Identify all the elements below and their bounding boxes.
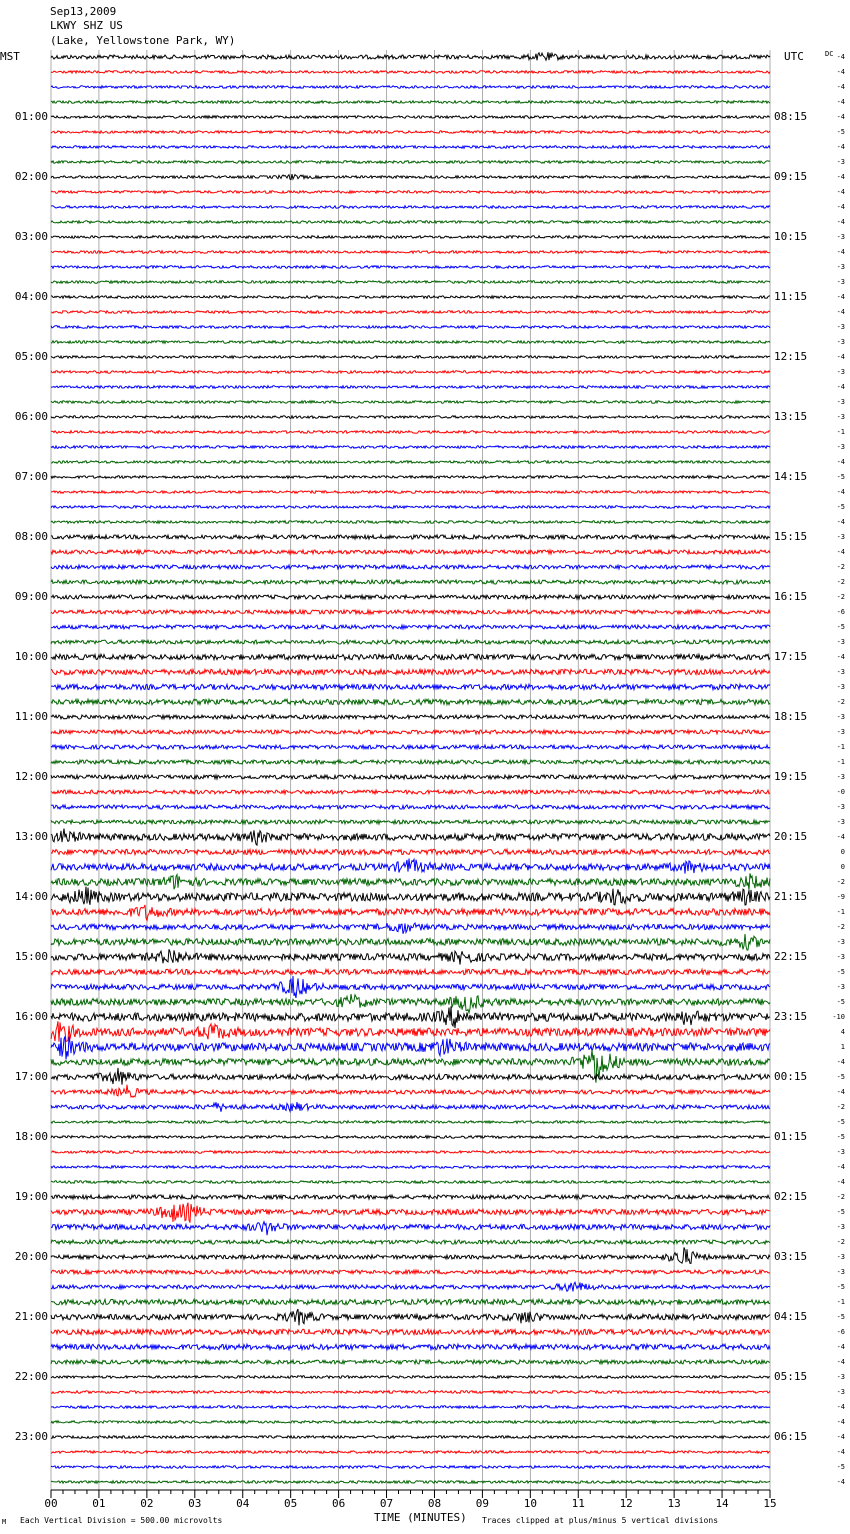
seismic-trace xyxy=(51,266,770,269)
mst-hour-label: 11:00 xyxy=(14,710,48,723)
mst-hour-label: 08:00 xyxy=(14,530,48,543)
dc-offset-value: -4 xyxy=(836,83,845,91)
dc-offset-value: -9 xyxy=(836,893,845,901)
dc-offset-value: -3 xyxy=(836,728,845,736)
seismic-trace xyxy=(51,640,770,644)
seismic-trace xyxy=(51,820,770,824)
seismic-trace xyxy=(51,1360,770,1364)
dc-offset-value: -5 xyxy=(836,473,845,481)
x-tick-label: 02 xyxy=(140,1497,154,1510)
utc-hour-label: 23:15 xyxy=(774,1010,808,1023)
x-tick-label: 12 xyxy=(619,1497,633,1510)
seismic-trace xyxy=(51,1344,770,1349)
mst-hour-label: 06:00 xyxy=(14,410,48,423)
seismic-trace xyxy=(51,829,770,846)
seismic-trace xyxy=(51,1240,770,1244)
dc-offset-value: -2 xyxy=(836,578,845,586)
seismic-trace xyxy=(51,206,770,209)
dc-offset-value: -3 xyxy=(836,233,845,241)
mst-hour-label: 21:00 xyxy=(14,1310,48,1323)
dc-offset-value: -4 xyxy=(836,548,845,556)
seismic-trace xyxy=(51,446,770,449)
dc-offset-value: -3 xyxy=(836,443,845,451)
seismic-trace xyxy=(51,326,770,329)
seismic-trace xyxy=(51,161,770,164)
dc-offset-value: -1 xyxy=(836,758,845,766)
dc-offset-value: -5 xyxy=(836,1133,845,1141)
seismic-trace xyxy=(51,1391,770,1394)
mst-hour-label: 05:00 xyxy=(14,350,48,363)
mst-hour-label: 20:00 xyxy=(14,1250,48,1263)
dc-offset-value: -5 xyxy=(836,1073,845,1081)
seismic-trace xyxy=(51,949,770,964)
dc-offset-value: -4 xyxy=(836,458,845,466)
seismic-trace xyxy=(51,873,770,890)
seismic-trace xyxy=(51,849,770,854)
x-tick-label: 07 xyxy=(379,1497,394,1510)
seismic-trace xyxy=(51,1021,770,1041)
dc-offset-value: -3 xyxy=(836,938,845,946)
dc-offset-value: -4 xyxy=(836,113,845,121)
mst-hour-label: 23:00 xyxy=(14,1430,48,1443)
dc-offset-value: -4 xyxy=(836,173,845,181)
seismic-trace xyxy=(51,1466,770,1469)
dc-offset-value: -4 xyxy=(836,833,845,841)
x-tick-label: 14 xyxy=(715,1497,729,1510)
seismic-trace xyxy=(51,760,770,764)
dc-offset-value: -4 xyxy=(836,488,845,496)
seismic-trace xyxy=(51,669,770,674)
dc-offset-value: -4 xyxy=(836,1178,845,1186)
mst-hour-label: 13:00 xyxy=(14,830,48,843)
dc-offset-value: 0 xyxy=(840,863,845,871)
seismic-trace xyxy=(51,550,770,554)
dc-offset-value: 0 xyxy=(840,848,845,856)
x-tick-label: 04 xyxy=(236,1497,250,1510)
x-tick-label: 05 xyxy=(284,1497,298,1510)
dc-offset-value: -4 xyxy=(836,1403,845,1411)
dc-offset-value: -4 xyxy=(836,518,845,526)
dc-offset-value: -3 xyxy=(836,413,845,421)
seismic-trace xyxy=(51,521,770,524)
utc-hour-label: 02:15 xyxy=(774,1190,808,1203)
dc-offset-value: -4 xyxy=(836,1343,845,1351)
dc-header-label: DC xyxy=(825,50,834,58)
seismic-trace xyxy=(51,174,770,179)
x-axis-title: TIME (MINUTES) xyxy=(374,1511,467,1524)
dc-offset-value: -3 xyxy=(836,263,845,271)
dc-offset-value: -6 xyxy=(836,1328,845,1336)
seismic-trace xyxy=(51,1299,770,1304)
seismic-trace xyxy=(51,1102,770,1112)
mst-hour-label: 15:00 xyxy=(14,950,48,963)
utc-hour-label: 03:15 xyxy=(774,1250,808,1263)
dc-offset-value: -4 xyxy=(836,98,845,106)
dc-offset-value: -4 xyxy=(836,1478,845,1486)
seismic-trace xyxy=(51,1136,770,1139)
dc-offset-value: -3 xyxy=(836,278,845,286)
seismic-trace xyxy=(51,684,770,689)
seismic-trace xyxy=(51,775,770,779)
seismic-trace xyxy=(51,625,770,629)
seismic-trace xyxy=(51,281,770,284)
dc-offset-value: -5 xyxy=(836,1283,845,1291)
seismic-trace xyxy=(51,1181,770,1184)
dc-offset-value: -3 xyxy=(836,368,845,376)
seismic-trace xyxy=(51,1309,770,1325)
mst-hour-label: 14:00 xyxy=(14,890,48,903)
dc-offset-value: -6 xyxy=(836,608,845,616)
seismic-trace xyxy=(51,221,770,224)
dc-offset-value: -2 xyxy=(836,1193,845,1201)
mst-hour-label: 02:00 xyxy=(14,170,48,183)
seismic-trace xyxy=(51,476,770,479)
seismic-trace xyxy=(51,296,770,299)
x-tick-label: 09 xyxy=(475,1497,490,1510)
dc-offset-value: -5 xyxy=(836,128,845,136)
seismic-trace xyxy=(51,1036,770,1059)
mst-hour-label: 07:00 xyxy=(14,470,48,483)
dc-offset-value: -3 xyxy=(836,668,845,676)
seismic-trace xyxy=(51,52,770,60)
seismic-trace xyxy=(51,887,770,905)
dc-offset-value: -4 xyxy=(836,143,845,151)
x-tick-label: 06 xyxy=(331,1497,346,1510)
utc-hour-label: 16:15 xyxy=(774,590,808,603)
dc-offset-value: -3 xyxy=(836,1268,845,1276)
dc-offset-value: -4 xyxy=(836,653,845,661)
dc-offset-value: -4 xyxy=(836,188,845,196)
utc-hour-label: 08:15 xyxy=(774,110,808,123)
utc-hour-label: 20:15 xyxy=(774,830,808,843)
utc-hour-label: 19:15 xyxy=(774,770,808,783)
seismic-trace xyxy=(51,580,770,584)
station-location: (Lake, Yellowstone Park, WY) xyxy=(50,34,236,47)
dc-offset-value: -5 xyxy=(836,998,845,1006)
seismic-trace xyxy=(51,805,770,809)
seismic-trace xyxy=(51,1006,770,1028)
seismic-trace xyxy=(51,1270,770,1274)
x-tick-label: 01 xyxy=(92,1497,106,1510)
dc-offset-value: -3 xyxy=(836,713,845,721)
dc-offset-value: -4 xyxy=(836,248,845,256)
mst-hour-label: 16:00 xyxy=(14,1010,48,1023)
seismic-trace xyxy=(51,506,770,509)
seismic-trace xyxy=(51,386,770,389)
dc-offset-value: -3 xyxy=(836,1253,845,1261)
seismic-trace xyxy=(51,923,770,934)
right-timezone-label: UTC xyxy=(784,50,804,63)
left-timezone-label: MST xyxy=(0,50,20,63)
mst-hour-label: 17:00 xyxy=(14,1070,48,1083)
dc-offset-value: -4 xyxy=(836,383,845,391)
dc-offset-value: -3 xyxy=(836,953,845,961)
dc-offset-value: -1 xyxy=(836,428,845,436)
utc-hour-label: 22:15 xyxy=(774,950,808,963)
dc-offset-value: -5 xyxy=(836,503,845,511)
dc-offset-value: -3 xyxy=(836,773,845,781)
utc-hour-label: 00:15 xyxy=(774,1070,808,1083)
dc-offset-value: -3 xyxy=(836,323,845,331)
x-tick-label: 03 xyxy=(188,1497,202,1510)
utc-hour-label: 09:15 xyxy=(774,170,808,183)
dc-offset-value: -3 xyxy=(836,398,845,406)
seismic-trace xyxy=(51,356,770,359)
dc-offset-value: -3 xyxy=(836,803,845,811)
utc-hour-label: 11:15 xyxy=(774,290,808,303)
seismic-trace xyxy=(51,859,770,874)
seismic-trace xyxy=(51,461,770,464)
dc-offset-value: -5 xyxy=(836,1208,845,1216)
mst-hour-label: 09:00 xyxy=(14,590,48,603)
seismic-trace xyxy=(51,1203,770,1223)
utc-hour-label: 21:15 xyxy=(774,890,808,903)
dc-offset-value: -3 xyxy=(836,338,845,346)
dc-offset-value: -3 xyxy=(836,818,845,826)
dc-offset-value: -4 xyxy=(836,1058,845,1066)
mst-hour-label: 12:00 xyxy=(14,770,48,783)
seismic-trace xyxy=(51,1247,770,1263)
seismic-trace xyxy=(51,1282,770,1291)
seismic-trace xyxy=(51,905,770,921)
seismic-trace xyxy=(51,371,770,374)
seismic-trace xyxy=(51,251,770,254)
seismic-trace xyxy=(51,491,770,494)
dc-offset-value: -5 xyxy=(836,623,845,631)
dc-offset-value: -4 xyxy=(836,1163,845,1171)
seismic-trace xyxy=(51,1195,770,1199)
x-tick-label: 11 xyxy=(571,1497,585,1510)
utc-hour-label: 10:15 xyxy=(774,230,808,243)
seismic-trace xyxy=(51,416,770,419)
clip-note: Traces clipped at plus/minus 5 vertical divisions xyxy=(482,1516,719,1525)
seismic-trace xyxy=(51,610,770,614)
seismic-trace xyxy=(51,1421,770,1424)
seismic-trace xyxy=(51,535,770,539)
x-tick-label: 15 xyxy=(763,1497,777,1510)
utc-hour-label: 04:15 xyxy=(774,1310,808,1323)
dc-offset-value: -3 xyxy=(836,1373,845,1381)
dc-offset-value: -5 xyxy=(836,1313,845,1321)
seismic-trace xyxy=(51,401,770,404)
seismic-trace xyxy=(51,595,770,599)
utc-hour-label: 14:15 xyxy=(774,470,808,483)
corner-mark: M xyxy=(2,1518,7,1526)
dc-offset-value: -4 xyxy=(836,53,845,61)
utc-hour-label: 18:15 xyxy=(774,710,808,723)
seismic-trace xyxy=(51,969,770,974)
dc-offset-value: -5 xyxy=(836,968,845,976)
seismic-trace xyxy=(51,730,770,734)
dc-offset-value: -2 xyxy=(836,563,845,571)
utc-hour-label: 17:15 xyxy=(774,650,808,663)
seismic-trace xyxy=(51,431,770,434)
dc-offset-value: -2 xyxy=(836,698,845,706)
dc-offset-value: -3 xyxy=(836,983,845,991)
station-code: LKWY SHZ US xyxy=(50,19,123,32)
dc-offset-value: -4 xyxy=(836,203,845,211)
seismic-trace xyxy=(51,654,770,659)
seismic-trace xyxy=(51,565,770,569)
seismic-trace xyxy=(51,1121,770,1124)
seismic-trace xyxy=(51,1406,770,1409)
dc-offset-value: -4 xyxy=(836,218,845,226)
mst-hour-label: 03:00 xyxy=(14,230,48,243)
dc-offset-value: -10 xyxy=(832,1013,845,1021)
dc-offset-value: -2 xyxy=(836,593,845,601)
utc-hour-label: 13:15 xyxy=(774,410,808,423)
mst-hour-label: 04:00 xyxy=(14,290,48,303)
seismic-trace xyxy=(51,1068,770,1085)
seismic-trace xyxy=(51,1085,770,1098)
dc-offset-value: -3 xyxy=(836,638,845,646)
dc-offset-value: -4 xyxy=(836,1418,845,1426)
utc-hour-label: 01:15 xyxy=(774,1130,808,1143)
dc-offset-value: -2 xyxy=(836,923,845,931)
utc-hour-label: 15:15 xyxy=(774,530,808,543)
dc-offset-value: -3 xyxy=(836,533,845,541)
mst-hour-label: 01:00 xyxy=(14,110,48,123)
x-tick-label: 13 xyxy=(667,1497,681,1510)
dc-offset-value: 1 xyxy=(840,1043,845,1051)
dc-offset-value: -3 xyxy=(836,683,845,691)
seismic-trace xyxy=(51,934,770,950)
x-tick-label: 00 xyxy=(44,1497,58,1510)
dc-offset-value: -2 xyxy=(836,878,845,886)
utc-hour-label: 06:15 xyxy=(774,1430,808,1443)
plot-date: Sep13,2009 xyxy=(50,5,117,18)
x-tick-label: 08 xyxy=(427,1497,442,1510)
seismic-trace xyxy=(51,191,770,194)
scale-note: Each Vertical Division = 500.00 microvolts xyxy=(20,1516,223,1525)
dc-offset-value: -1 xyxy=(836,743,845,751)
dc-offset-value: -5 xyxy=(836,1463,845,1471)
dc-offset-value: -4 xyxy=(836,68,845,76)
dc-offset-value: -4 xyxy=(836,293,845,301)
seismic-trace xyxy=(51,101,770,104)
utc-hour-label: 05:15 xyxy=(774,1370,808,1383)
mst-hour-label: 18:00 xyxy=(14,1130,48,1143)
dc-offset-value: -4 xyxy=(836,1358,845,1366)
seismic-trace xyxy=(51,1222,770,1236)
seismic-trace xyxy=(51,236,770,239)
seismic-trace xyxy=(51,1376,770,1379)
seismic-trace xyxy=(51,86,770,89)
seismic-trace xyxy=(51,131,770,134)
x-tick-label: 10 xyxy=(523,1497,537,1510)
dc-offset-value: 4 xyxy=(840,1028,845,1036)
dc-offset-value: -3 xyxy=(836,1223,845,1231)
dc-offset-value: -4 xyxy=(836,1433,845,1441)
seismic-trace xyxy=(51,1151,770,1154)
mst-hour-label: 19:00 xyxy=(14,1190,48,1203)
dc-offset-value: -4 xyxy=(836,353,845,361)
seismic-trace xyxy=(51,1436,770,1439)
dc-offset-value: -2 xyxy=(836,1103,845,1111)
dc-offset-value: -1 xyxy=(836,1298,845,1306)
seismic-trace xyxy=(51,146,770,149)
dc-offset-value: -3 xyxy=(836,1388,845,1396)
dc-offset-value: -4 xyxy=(836,308,845,316)
dc-offset-value: -2 xyxy=(836,1238,845,1246)
dc-offset-value: -0 xyxy=(836,788,845,796)
seismic-trace xyxy=(51,976,770,998)
dc-offset-value: -4 xyxy=(836,1448,845,1456)
dc-offset-value: -5 xyxy=(836,1118,845,1126)
seismic-trace xyxy=(51,341,770,344)
seismic-trace xyxy=(51,1481,770,1484)
utc-hour-label: 12:15 xyxy=(774,350,808,363)
seismic-trace xyxy=(51,1329,770,1334)
seismic-trace xyxy=(51,1451,770,1454)
dc-offset-value: -3 xyxy=(836,158,845,166)
seismic-trace xyxy=(51,699,770,704)
seismic-trace xyxy=(51,71,770,74)
dc-offset-value: -1 xyxy=(836,908,845,916)
seismic-trace xyxy=(51,790,770,794)
seismic-trace xyxy=(51,745,770,749)
dc-offset-value: -4 xyxy=(836,1088,845,1096)
dc-offset-value: -3 xyxy=(836,1148,845,1156)
mst-hour-label: 10:00 xyxy=(14,650,48,663)
seismic-trace xyxy=(51,994,770,1013)
seismic-trace xyxy=(51,311,770,314)
seismic-trace xyxy=(51,116,770,119)
mst-hour-label: 22:00 xyxy=(14,1370,48,1383)
seismic-trace xyxy=(51,1166,770,1169)
seismic-trace xyxy=(51,715,770,719)
